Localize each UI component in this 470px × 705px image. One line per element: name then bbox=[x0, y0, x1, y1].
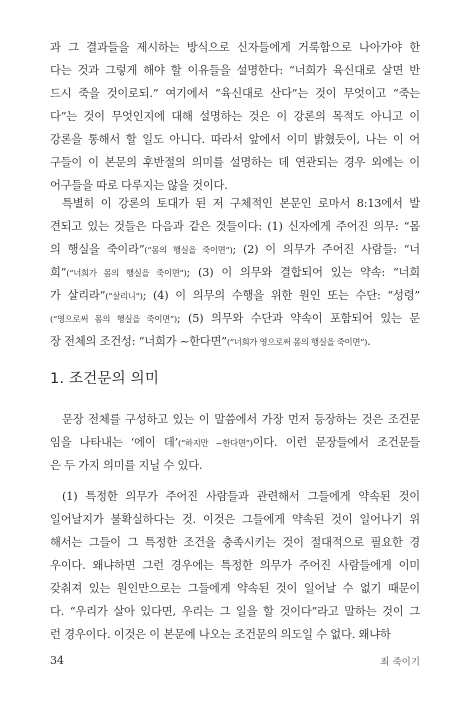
text-line bbox=[50, 192, 420, 215]
text-line: 런 경우이다. 이것은 이 본문에 나오는 조건문의 의도일 수 없다. 왜냐하 bbox=[50, 628, 391, 641]
text-run: ; (5) 의무와 수단과 약속이 포함되어 있는 문 bbox=[176, 312, 420, 325]
text-line bbox=[50, 431, 420, 454]
citation-gloss: (“살리니”) bbox=[105, 291, 143, 301]
citation-gloss: (“너희가 몸의 행실을 죽이면”) bbox=[66, 268, 187, 278]
text-line bbox=[50, 238, 420, 261]
text-run: 이다. 이런 문장들에서 조건문들 bbox=[252, 436, 420, 449]
text-line: (1) 특정한 의무가 주어진 사람들과 관련해서 그들에게 약속된 것이 bbox=[62, 490, 420, 503]
section-heading: 1. 조건문의 의미 bbox=[50, 371, 160, 387]
citation-gloss: (“영으로써 몸의 행실을 죽이면”) bbox=[50, 314, 177, 324]
text-line: 해서는 그들이 그 특정한 조건을 충족시키는 것이 절대적으로 필요한 경 bbox=[50, 536, 420, 549]
text-line: 강론을 통해서 할 일도 아니다. 따라서 앞에서 이미 밝혔듯이, 나는 이 어 bbox=[50, 133, 420, 146]
text-line: 다는 것과 그렇게 해야 할 이유들을 설명한다: “너희가 육신대로 살면 반 bbox=[50, 64, 420, 77]
text-line: 다”는 것이 무엇인지에 대해 설명하는 것은 이 강론의 목적도 아니고 이 bbox=[50, 110, 420, 123]
text-line bbox=[50, 261, 420, 284]
citation-gloss: (“너희가 영으로써 몸의 행실을 죽이면”) bbox=[226, 337, 368, 347]
paragraph-4 bbox=[50, 485, 420, 646]
text-run: 특별히 이 강론의 토대가 된 저 구체적인 본문인 로마서 8:13에서 발 bbox=[62, 197, 420, 210]
paragraph-3 bbox=[50, 408, 420, 477]
text-run: 견되고 있는 것들은 다음과 같은 것들이다: (1) 신자에게 주어진 의무: “몸 bbox=[50, 220, 420, 233]
paragraph-1 bbox=[50, 36, 420, 197]
paragraph-2 bbox=[50, 192, 420, 353]
text-run: . bbox=[367, 335, 371, 348]
text-run: 문장 전체를 구성하고 있는 이 말씀에서 가장 먼저 등장하는 것은 조건문 bbox=[62, 413, 420, 426]
text-run: ; (4) 이 의무의 수행을 위한 원인 또는 수단: “성령” bbox=[142, 289, 420, 302]
text-line bbox=[50, 330, 420, 353]
text-line: 우이다. 왜냐하면 그런 경우에는 특정한 의무가 주어진 사람들에게 이미 bbox=[50, 559, 420, 572]
text-line: 일어날지가 불확실하다는 것. 이것은 그들에게 약속된 것이 일어나기 위 bbox=[50, 513, 420, 526]
text-run: 임을 나타내는 ‘에이 데’ bbox=[50, 436, 178, 449]
citation-gloss: (“몸의 행실을 죽이면”) bbox=[144, 245, 233, 255]
text-line: 다. “우리가 살아 있다면, 우리는 그 일을 할 것이다”라고 말하는 것이 그 bbox=[50, 605, 420, 618]
text-line: 구들이 이 본문의 후반절의 의미를 설명하는 데 연관되는 경우 외에는 이 bbox=[50, 156, 420, 169]
text-line bbox=[50, 408, 420, 431]
text-run: 희” bbox=[50, 266, 67, 279]
text-line bbox=[50, 284, 420, 307]
text-line: 드시 죽을 것이로되.” 여기에서 “육신대로 산다”는 것이 무엇이고 “죽는 bbox=[50, 87, 420, 100]
text-run: 의 행실을 죽이라” bbox=[50, 243, 145, 256]
text-run: 가 살리라” bbox=[50, 289, 106, 302]
text-line bbox=[50, 307, 420, 330]
text-run: 은 두 가지 의미를 지닐 수 있다. bbox=[50, 459, 203, 472]
text-run: ; (2) 이 의무가 주어진 사람들: “너 bbox=[232, 243, 420, 256]
text-run: ; (3) 이 의무와 결합되어 있는 약속: “너희 bbox=[186, 266, 420, 279]
text-line: 과 그 결과들을 제시하는 방식으로 신자들에게 거룩함으로 나아가야 한 bbox=[50, 41, 420, 54]
text-run: 장 전체의 조건성: “너희가 ~한다면” bbox=[50, 335, 227, 348]
text-line bbox=[50, 215, 420, 238]
citation-gloss: (“하지만 ~한다면”) bbox=[177, 438, 253, 448]
text-line bbox=[50, 454, 420, 477]
page-number: 34 bbox=[50, 654, 64, 667]
text-line: 어구들을 따로 다루지는 않을 것이다. bbox=[50, 179, 228, 192]
running-title: 죄 죽이기 bbox=[380, 657, 420, 668]
text-line: 갖춰져 있는 원인만으로는 그들에게 약속된 것이 일어날 수 없기 때문이 bbox=[50, 582, 420, 595]
